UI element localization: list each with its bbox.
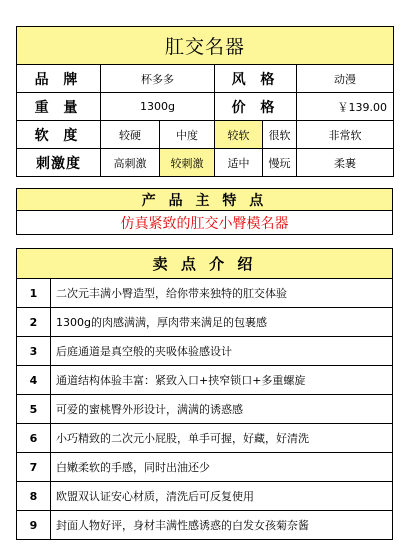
item-number: 5 [17,395,51,424]
item-text: 白嫩柔软的手感，同时出油还少 [51,453,393,482]
price-label: 价 格 [215,93,297,121]
features-header: 产 品 主 特 点 [17,189,393,211]
selling-points-table [16,248,393,540]
item-text: 欧盟双认证安心材质，清洗后可反复使用 [51,482,393,511]
list-item [17,337,393,366]
item-text: 可爱的蜜桃臀外形设计，满满的诱惑感 [51,395,393,424]
main-features-table [16,188,393,235]
softness-option: 非常软 [297,121,394,149]
style-value: 动漫 [297,65,394,93]
item-text: 小巧精致的二次元小屁股，单手可握，好藏，好清洗 [51,424,393,453]
item-number: 6 [17,424,51,453]
softness-option: 较硬 [101,121,160,149]
item-number: 1 [17,279,51,308]
item-text: 二次元丰满小臀造型，给你带来独特的肛交体验 [51,279,393,308]
item-number: 2 [17,308,51,337]
list-item [17,395,393,424]
stimulation-option: 慢玩 [263,149,297,177]
brand-label: 品 牌 [17,65,101,93]
stimulation-option: 适中 [215,149,263,177]
item-number: 9 [17,511,51,540]
price-value: ￥139.00 [297,93,394,121]
list-item [17,279,393,308]
list-item [17,366,393,395]
list-item [17,453,393,482]
list-item [17,424,393,453]
item-text: 1300g的肉感满满，厚肉带来满足的包裹感 [51,308,393,337]
features-text: 仿真紧致的肛交小臀模名器 [17,211,393,235]
stimulation-option: 高刺激 [101,149,160,177]
style-label: 风 格 [215,65,297,93]
item-number: 4 [17,366,51,395]
stimulation-option-selected: 较刺激 [160,149,215,177]
list-item [17,308,393,337]
item-number: 7 [17,453,51,482]
list-item [17,482,393,511]
softness-option: 中度 [160,121,215,149]
item-number: 3 [17,337,51,366]
softness-option: 很软 [263,121,297,149]
item-text: 后庭通道是真空般的夹吸体验感设计 [51,337,393,366]
item-text: 封面人物好评，身材丰满性感诱惑的白发女孩菊奈酱 [51,511,393,540]
product-title: 肛交名器 [17,27,394,65]
selling-points-header: 卖 点 介 绍 [17,249,393,279]
brand-value: 杯多多 [101,65,215,93]
stimulation-label: 刺激度 [17,149,101,177]
stimulation-option: 柔裹 [297,149,394,177]
list-item [17,511,393,540]
weight-label: 重 量 [17,93,101,121]
softness-label: 软 度 [17,121,101,149]
product-spec-table [16,26,394,177]
softness-option-selected: 较软 [215,121,263,149]
item-number: 8 [17,482,51,511]
item-text: 通道结构体验丰富：紧致入口+挟窄锁口+多重螺旋 [51,366,393,395]
weight-value: 1300g [101,93,215,121]
